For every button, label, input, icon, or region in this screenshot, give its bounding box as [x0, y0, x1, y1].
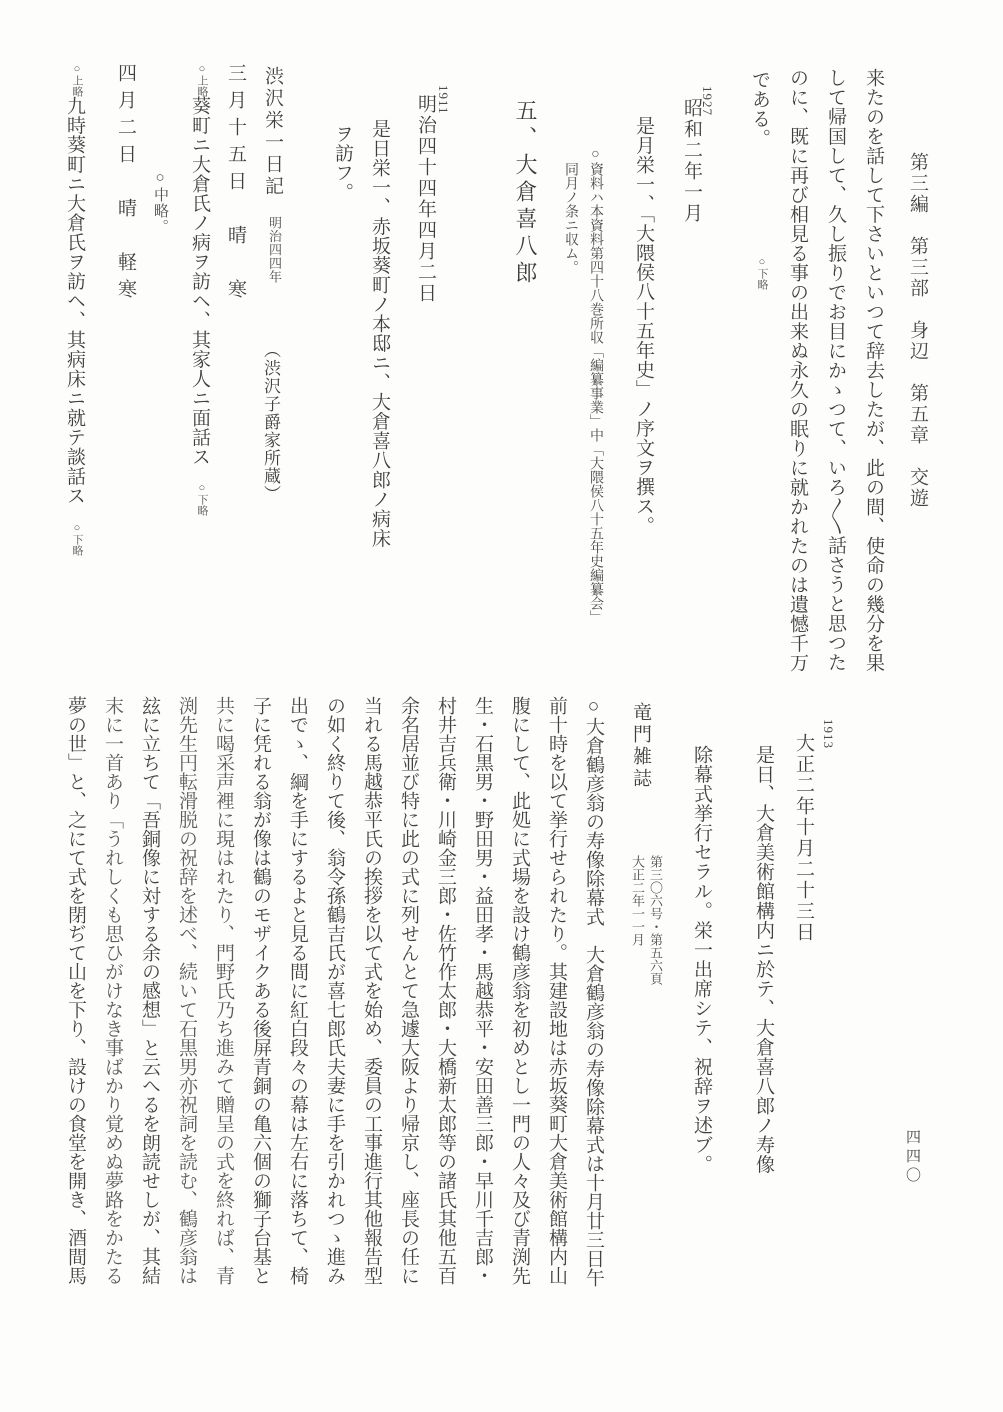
- running-header: 第三編 第三部 身辺 第五章 交遊: [907, 152, 928, 509]
- omission-mark-bottom: ○下略: [71, 522, 83, 556]
- article-column: 渕先生円転滑脱の祝辞を述べ、続いて石黒男亦祝詞を読む、鶴彦翁は: [176, 696, 197, 1285]
- year-marker-1927: 1927: [700, 86, 715, 116]
- year-marker-1913: 1913: [821, 719, 836, 749]
- diary-date-line: 三月十五日 晴 寒: [225, 63, 246, 306]
- letter-quote-column: のに、既に再び相見る事の出来ぬ永久の眠りに就かれたのは遺憾千万: [787, 68, 808, 673]
- entry-line-1913: 是日、大倉美術館構内ニ於テ、大倉喜八郎ノ寿像: [753, 745, 774, 1174]
- article-column: 前十時を以て挙行せられたり。其建設地は赤坂葵町大倉美術館構内山: [546, 696, 567, 1285]
- article-column: の如く終りて後、翁令孫鶴吉氏が喜七郎氏夫妻に手を引かれつゝ進み: [324, 696, 345, 1285]
- entry-line-1911: 是日栄一、赤坂葵町ノ本邸ニ、大倉喜八郎ノ病床: [369, 119, 390, 548]
- article-column: 夢の世」と、之にて式を閉ぢて山を下り、設けの食堂を開き、酒間馬: [65, 696, 86, 1285]
- article-column: 腹にして、此処に式場を設け鶴彦翁を初めとし一門の人々及び青渕先: [509, 696, 530, 1285]
- article-column: 子に凭れる翁が像は鶴のモザイクある後屏青銅の亀六個の獅子台基と: [250, 696, 271, 1285]
- diary-date-line: 四月二日 晴 軽寒: [115, 63, 136, 306]
- article-column: 出でゝ、綱を手にするよと見る間に紅白段々の幕は左右に落ちて、椅: [287, 696, 308, 1285]
- article-column: 末に一首あり「うれしくも思ひがけなき事ばかり覚めぬ夢路をかたる: [102, 696, 123, 1285]
- date-line-meiji44: 明治四十四年四月二日: [415, 94, 436, 304]
- magazine-title: 竜門雑誌: [630, 702, 651, 790]
- page-number: 四四〇: [904, 1129, 920, 1186]
- omission-mark-top: ○上略: [196, 63, 208, 97]
- entry-line-1913-continued: 除幕式挙行セラル。栄一出席シテ、祝辞ヲ述ブ。: [691, 745, 712, 1174]
- article-column: 余名居並び特に此の式に列せんとて急遽大阪より帰京し、座長の任に: [398, 696, 419, 1285]
- letter-quote-column: である。: [749, 70, 770, 148]
- year-marker-1911: 1911: [436, 85, 451, 115]
- entry-line-1927: 是月栄一、「大隈侯八十五年史」ノ序文ヲ撰ス。: [633, 116, 654, 536]
- date-line-taisho2: 大正二年十月二十三日: [793, 733, 814, 943]
- date-line-showa2: 昭和二年一月: [681, 98, 702, 224]
- letter-quote-column: して帰国して、久し振りでお目にかゝつて、いろ〱話さうと思つた: [825, 68, 846, 672]
- omission-mark-bottom: ○下略: [756, 256, 768, 290]
- article-column: 当れる馬越恭平氏の挨拶を以て式を始め、委員の工事進行其他報告型: [361, 696, 382, 1285]
- letter-quote-column: 来たのを話して下さいといつて辞去したが、此の間、使命の幾分を果: [863, 68, 884, 673]
- middle-omission-mark: ○中略。: [152, 170, 168, 235]
- source-note-line: 同月ノ条ニ収ム。: [563, 162, 578, 274]
- article-column: 共に喝采声裡に現はれたり、門野氏乃ち進みて贈呈の式を終れば、青: [213, 696, 234, 1285]
- omission-mark-bottom: ○下略: [196, 482, 208, 516]
- source-note-line: ○資料ハ本資料第四十八巻所収「編纂事業」中「大隈侯八十五年史編纂会」: [588, 147, 603, 624]
- diary-entry-column: 九時葵町ニ大倉氏ヲ訪ヘ、其病床ニ就テ談話ス: [64, 96, 85, 506]
- omission-mark-top: ○上略: [71, 63, 83, 97]
- diary-entry-column: 葵町ニ大倉氏ノ病ヲ訪ヘ、其家人ニ面話ス: [189, 96, 210, 467]
- section-heading: 五、大倉喜八郎: [513, 99, 538, 288]
- magazine-date-note: 大正二年一一月: [630, 855, 645, 946]
- source-title-shibusawa-diary: 渋沢栄一日記: [262, 66, 283, 198]
- article-column: 生・石黒男・野田男・益田孝・馬越恭平・安田善三郎・早川千吉郎・: [472, 696, 493, 1285]
- magazine-issue-note: 第三〇六号・第五六頁: [648, 855, 663, 985]
- article-column: 玆に立ちて「吾銅像に対する余の感想」と云へるを朗読せしが、其結: [139, 696, 160, 1285]
- source-year-note: 明治四四年: [267, 216, 282, 284]
- article-column: ○大倉鶴彦翁の寿像除幕式 大倉鶴彦翁の寿像除幕式は十月廿三日午: [583, 696, 604, 1287]
- article-column: 村井吉兵衛・川崎金三郎・佐竹作太郎・大橋新太郎等の諸氏其他五百: [435, 696, 456, 1285]
- source-owner-note: （渋沢子爵家所蔵）: [261, 341, 280, 503]
- entry-line-1911-continued: ヲ訪フ。: [332, 124, 353, 202]
